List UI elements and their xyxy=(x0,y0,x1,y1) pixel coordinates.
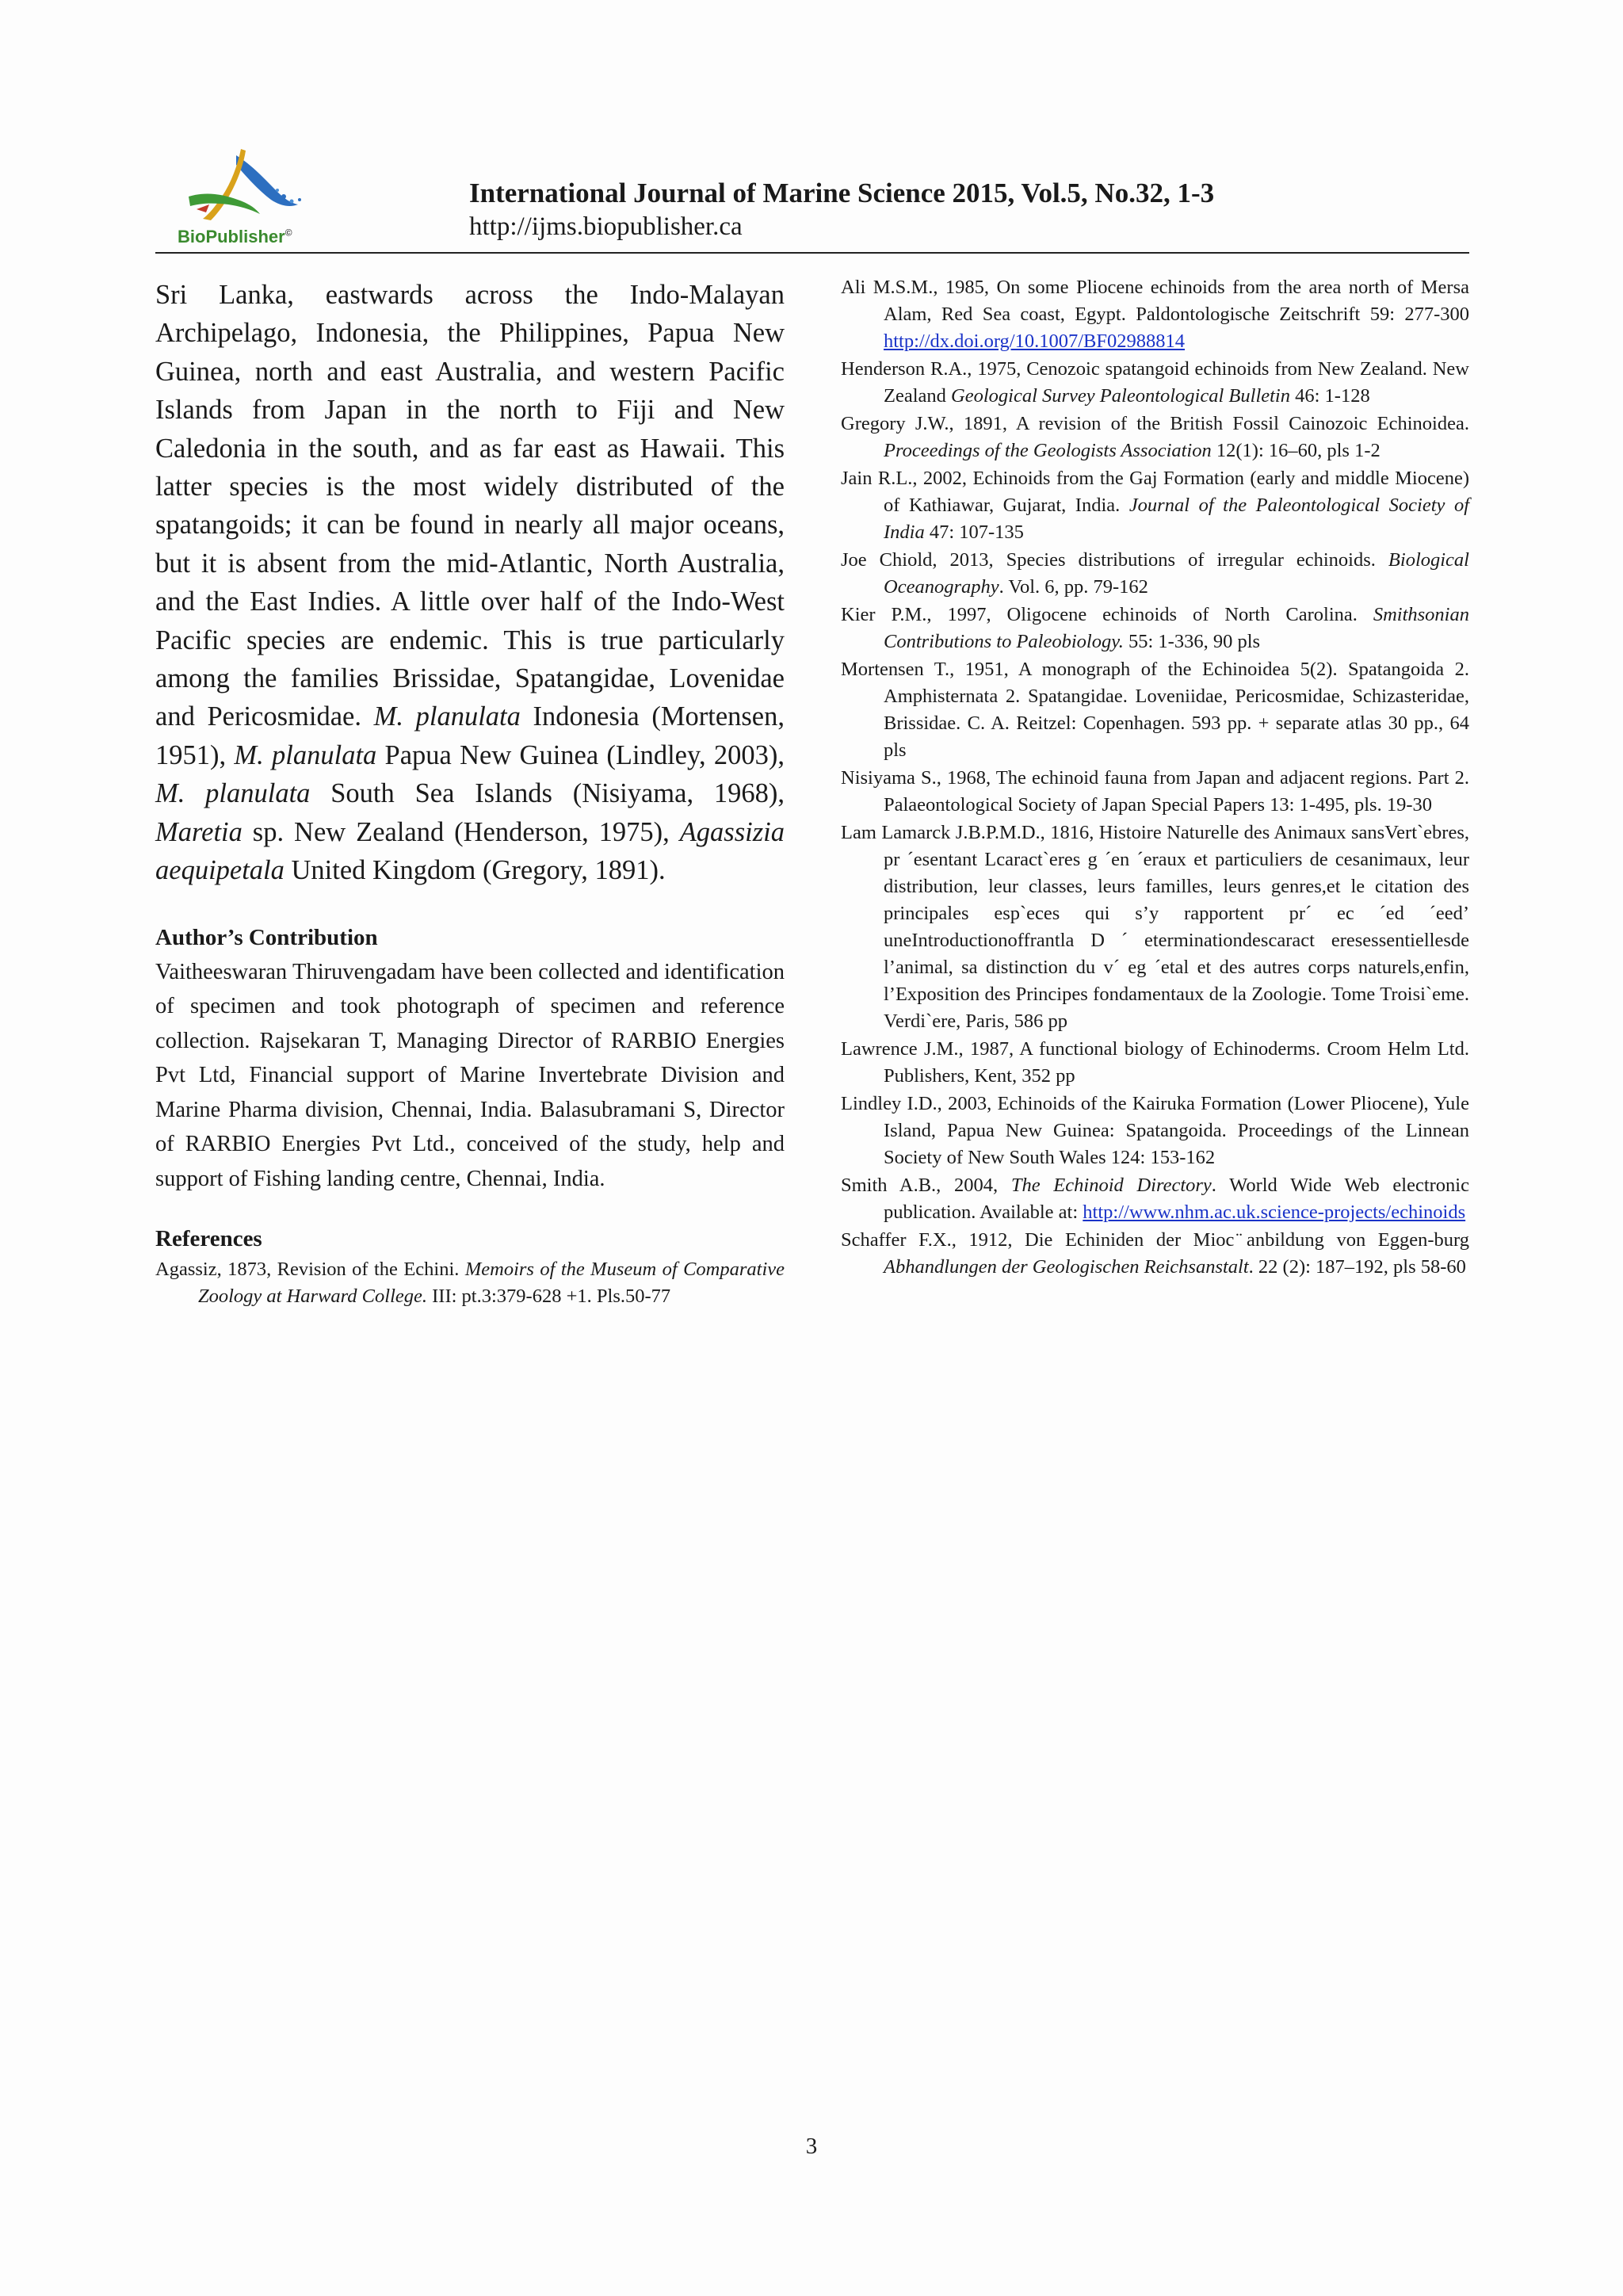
reference-item: Schaffer F.X., 1912, Die Echiniden der Mioc ̈anbildung von Eggen-burg Abhandlungen der Geologischen Reichsanstalt. 22 (2): 187–192, pls 58-60 xyxy=(841,1229,1469,1278)
reference-item: Jain R.L., 2002, Echinoids from the Gaj Formation (early and middle Miocene) of Kathiawar, Gujarat, India. Journal of the Paleontological Society of India 47: 107-135 xyxy=(841,468,1470,543)
logo-wordmark: BioPublisher© xyxy=(178,227,292,246)
journal-url[interactable]: http://ijms.biopublisher.ca xyxy=(469,212,743,241)
reference-item: Lawrence J.M., 1987, A functional biology of Echinoderms. Croom Helm Ltd. Publishers, Kent, 352 pp xyxy=(841,1038,1469,1087)
doi-link[interactable]: http://dx.doi.org/10.1007/BF02988814 xyxy=(884,330,1186,352)
references-heading: References xyxy=(155,1226,262,1251)
reference-item: Henderson R.A., 1975, Cenozoic spatangoid echinoids from New Zealand. New Zealand Geological Survey Paleontological Bulletin 46: 1-128 xyxy=(841,358,1469,407)
reference-item: Joe Chiold, 2013, Species distributions of irregular echinoids. Biological Oceanography. Vol. 6, pp. 79-162 xyxy=(841,549,1469,598)
header-divider xyxy=(155,252,1469,254)
reference-item: Lindley I.D., 2003, Echinoids of the Kairuka Formation (Lower Pliocene), Yule Island, Papua New Guinea: Spatangoida. Proceedings of the Linnean Society of New South Wales 124: 153-162 xyxy=(841,1093,1469,1168)
logo-emblem-icon xyxy=(165,141,315,228)
reference-item: Kier P.M., 1997, Oligocene echinoids of North Carolina. Smithsonian Contributions to Paleobiology. 55: 1-336, 90 pls xyxy=(841,604,1469,652)
authors-contribution-heading: Author’s Contribution xyxy=(155,924,378,950)
right-column xyxy=(841,274,1469,1282)
reference-item: Ali M.S.M., 1985, On some Pliocene echinoids from the area north of Mersa Alam, Red Sea coast, Egypt. Paldontologische Zeitschrift 59: 277-300 http://dx.doi.org/10.1007/BF02988814 xyxy=(841,277,1469,352)
page-number: 3 xyxy=(805,2134,818,2159)
reference-item: Smith A.B., 2004, The Echinoid Directory. World Wide Web electronic publication. Available at: http://www.nhm.ac.uk.science-projects/echinoids xyxy=(841,1175,1469,1223)
page-header xyxy=(155,141,1469,257)
authors-contribution-text: Vaitheeswaran Thiruvengadam have been collected and identification of specimen and took photograph of specimen and reference collection. Rajsekaran T, Managing Director of RARBIO Energies Pvt Ltd, Financial support of Marine Invertebrate Division and Marine Pharma division, Chennai, India. Balasubramani S, Director of RARBIO Energies Pvt Ltd., conceived of the study, help and support of Fishing landing centre, Chennai, India. xyxy=(155,959,785,1191)
reference-item: Gregory J.W., 1891, A revision of the British Fossil Cainozoic Echinoidea. Proceedings of the Geologists Association 12(1): 16–60, pls 1-2 xyxy=(841,413,1469,461)
reference-item: Mortensen T., 1951, A monograph of the Echinoidea 5(2). Spatangoida 2. Amphisternata 2. Spatangidae. Loveniidae, Pericosmidae, Schizasteridae, Brissidae. C. A. Reitzel: Copenhagen. 593 pp. + separate atlas 30 pp., 64 pls xyxy=(841,659,1469,761)
biopublisher-logo xyxy=(165,141,315,252)
left-column xyxy=(155,276,785,1311)
journal-title: International Journal of Marine Science 2015, Vol.5, No.32, 1-3 xyxy=(469,178,1215,208)
body-paragraph: Sri Lanka, eastwards across the Indo-Malayan Archipelago, Indonesia, the Philippines, Papua New Guinea, north and east Australia, and western Pacific Islands from Japan in the north to Fiji and New Caledonia in the south, and as far east as Hawaii. This latter species is the most widely distributed of the spatangoids; it can be found in nearly all major oceans, but it is absent from the mid-Atlantic, North Australia, and the East Indies. A little over half of the Indo-West Pacific species are endemic. This is true particularly among the families Brissidae, Spatangidae, Lovenidae and Pericosmidae. M. planulata Indonesia (Mortensen, 1951), M. planulata Papua New Guinea (Lindley, 2003), M. planulata South Sea Islands (Nisiyama, 1968), Maretia sp. New Zealand (Henderson, 1975), Agassizia aequipetala United Kingdom (Gregory, 1891). xyxy=(155,280,785,886)
reference-item: Nisiyama S., 1968, The echinoid fauna from Japan and adjacent regions. Part 2. Palaeontological Society of Japan Special Papers 13: 1-495, pls. 19-30 xyxy=(841,767,1469,816)
reference-item: Agassiz, 1873, Revision of the Echini. Memoirs of the Museum of Comparative Zoology at Harward College. III: pt.3:379-628 +1. Pls.50-77 xyxy=(155,1259,785,1307)
nhm-link[interactable]: http://www.nhm.ac.uk.science-projects/echinoids xyxy=(1083,1201,1466,1223)
reference-item: Lam Lamarck J.B.P.M.D., 1816, Histoire Naturelle des Animaux sansVert`ebres, pr ´esentant Lcaract`eres g ´en ´eraux et particuliers de cesanimaux, leur distribution, leur classes, leurs familles, leurs genres,et le citation des principales esp`eces qui s’y rapportent pr´ ec ´ed ´eed’ uneIntroductionoffrantla D ´ eterminationdescaract eresessentiellesde l’animal, sa distinction du v´ eg ´etal et des autres corps naturels,enfin, l’Exposition des Principes fondamentaux de la Zoologie. Tome Troisi`eme. Verdi`ere, Paris, 586 pp xyxy=(841,822,1469,1032)
